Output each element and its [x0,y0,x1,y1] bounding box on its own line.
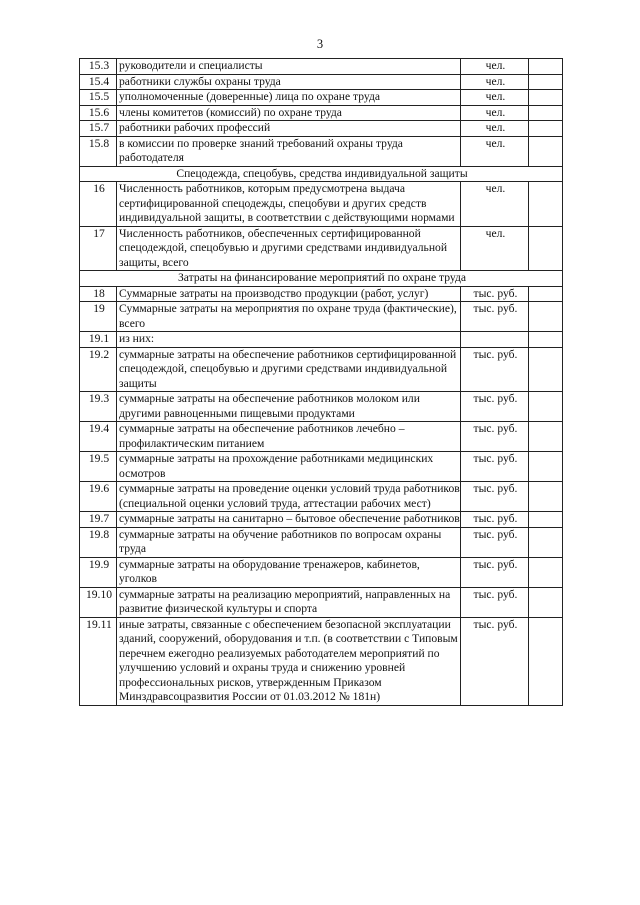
indicator-description: члены комитетов (комиссий) по охране труда [117,105,461,121]
row-number: 15.5 [80,90,117,106]
unit-of-measure: тыс. руб. [461,302,529,332]
value-cell[interactable] [529,90,563,106]
row-number: 19 [80,302,117,332]
unit-of-measure: тыс. руб. [461,512,529,528]
indicator-description: суммарные затраты на обеспечение работников молоком или другими равноценными пищевыми продуктами [117,392,461,422]
table-row [80,512,563,528]
unit-of-measure: чел. [461,182,529,227]
table-row [80,347,563,392]
value-cell[interactable] [529,452,563,482]
table-row [80,392,563,422]
indicator-description: суммарные затраты на проведение оценки условий труда работников (специальной оценки условий труда, аттестации рабочих мест) [117,482,461,512]
table-row [80,59,563,75]
value-cell[interactable] [529,105,563,121]
value-cell[interactable] [529,302,563,332]
value-cell[interactable] [529,422,563,452]
indicator-description: суммарные затраты на обеспечение работников лечебно – профилактическим питанием [117,422,461,452]
unit-of-measure: тыс. руб. [461,482,529,512]
table-row [80,587,563,617]
table-row [80,105,563,121]
section-title: Затраты на финансирование мероприятий по охране труда [80,271,563,287]
row-number: 15.6 [80,105,117,121]
table-row [80,286,563,302]
section-header-row [80,271,563,287]
table-row [80,121,563,137]
row-number: 17 [80,226,117,271]
indicator-description: суммарные затраты на реализацию мероприятий, направленных на развитие физической культуры и спорта [117,587,461,617]
unit-of-measure: тыс. руб. [461,587,529,617]
row-number: 16 [80,182,117,227]
row-number: 19.10 [80,587,117,617]
unit-of-measure: тыс. руб. [461,527,529,557]
indicator-description: суммарные затраты на санитарно – бытовое обеспечение работников [117,512,461,528]
value-cell[interactable] [529,347,563,392]
unit-of-measure: тыс. руб. [461,422,529,452]
indicator-description: работники рабочих профессий [117,121,461,137]
table-row [80,332,563,348]
value-cell[interactable] [529,121,563,137]
indicator-description: руководители и специалисты [117,59,461,75]
value-cell[interactable] [529,226,563,271]
table-row [80,617,563,705]
value-cell[interactable] [529,286,563,302]
indicator-description: суммарные затраты на обеспечение работников сертифицированной спецодеждой, спецобувью и другими средствами индивидуальной защиты [117,347,461,392]
indicator-description: суммарные затраты на обучение работников по вопросам охраны труда [117,527,461,557]
indicator-description: уполномоченные (доверенные) лица по охране труда [117,90,461,106]
labor-safety-report-table [79,58,563,706]
table-row [80,90,563,106]
unit-of-measure: чел. [461,59,529,75]
value-cell[interactable] [529,527,563,557]
unit-of-measure: чел. [461,121,529,137]
indicator-description: суммарные затраты на прохождение работниками медицинских осмотров [117,452,461,482]
value-cell[interactable] [529,74,563,90]
row-number: 19.5 [80,452,117,482]
indicator-description: работники службы охраны труда [117,74,461,90]
unit-of-measure: тыс. руб. [461,392,529,422]
value-cell[interactable] [529,512,563,528]
row-number: 19.2 [80,347,117,392]
row-number: 19.3 [80,392,117,422]
row-number: 15.4 [80,74,117,90]
table-row [80,422,563,452]
indicator-description: Суммарные затраты на мероприятия по охране труда (фактические), всего [117,302,461,332]
indicator-description: суммарные затраты на оборудование тренажеров, кабинетов, уголков [117,557,461,587]
row-number: 19.1 [80,332,117,348]
table-row [80,182,563,227]
indicator-description: Численность работников, которым предусмотрена выдача сертифицированной спецодежды, спецобуви и других средств индивидуальной защиты, в соответствии с действующими нормами [117,182,461,227]
table-row [80,482,563,512]
row-number: 19.9 [80,557,117,587]
indicator-description: иные затраты, связанные с обеспечением безопасной эксплуатации зданий, сооружений, оборудования и т.п. (в соответствии с Типовым перечнем ежегодно реализуемых работодателем мероприятий по улучшению условий и охраны труда и снижению уровней профессиональных рисков, утвержденным Приказом Минздравсоцразвития России от 01.03.2012 № 181н) [117,617,461,705]
unit-of-measure: чел. [461,226,529,271]
section-title: Спецодежда, спецобувь, средства индивидуальной защиты [80,166,563,182]
unit-of-measure: чел. [461,105,529,121]
indicator-description: Численность работников, обеспеченных сертифицированной спецодеждой, спецобувью и другими средствами индивидуальной защиты, всего [117,226,461,271]
table-row [80,452,563,482]
row-number: 19.11 [80,617,117,705]
table-row [80,527,563,557]
unit-of-measure: тыс. руб. [461,617,529,705]
table-row [80,557,563,587]
indicator-description: из них: [117,332,461,348]
page-number: 3 [316,37,324,51]
row-number: 19.4 [80,422,117,452]
value-cell[interactable] [529,332,563,348]
table-row [80,136,563,166]
unit-of-measure: тыс. руб. [461,557,529,587]
row-number: 19.6 [80,482,117,512]
value-cell[interactable] [529,617,563,705]
indicator-description: Суммарные затраты на производство продукции (работ, услуг) [117,286,461,302]
table-row [80,74,563,90]
table-row [80,226,563,271]
row-number: 18 [80,286,117,302]
unit-of-measure: тыс. руб. [461,452,529,482]
unit-of-measure: чел. [461,74,529,90]
value-cell[interactable] [529,587,563,617]
row-number: 15.3 [80,59,117,75]
value-cell[interactable] [529,392,563,422]
unit-of-measure: чел. [461,136,529,166]
value-cell[interactable] [529,482,563,512]
table-row [80,302,563,332]
row-number: 19.8 [80,527,117,557]
row-number: 15.7 [80,121,117,137]
unit-of-measure: тыс. руб. [461,347,529,392]
unit-of-measure: тыс. руб. [461,286,529,302]
unit-of-measure [461,332,529,348]
unit-of-measure: чел. [461,90,529,106]
value-cell[interactable] [529,59,563,75]
section-header-row [80,166,563,182]
value-cell[interactable] [529,557,563,587]
indicator-description: в комиссии по проверке знаний требований охраны труда работодателя [117,136,461,166]
value-cell[interactable] [529,136,563,166]
value-cell[interactable] [529,182,563,227]
report-table-body [80,59,563,706]
row-number: 19.7 [80,512,117,528]
row-number: 15.8 [80,136,117,166]
